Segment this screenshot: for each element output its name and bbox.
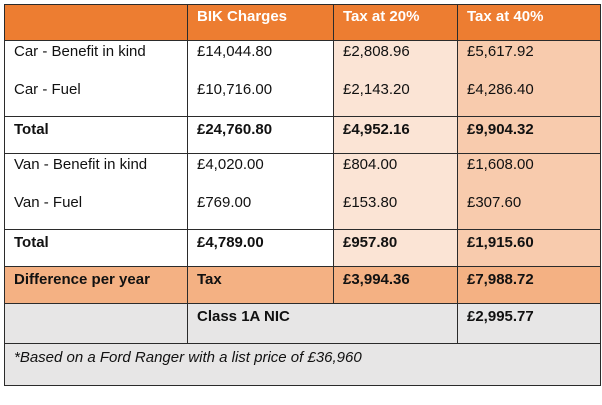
car-fuel-charge: £10,716.00 xyxy=(197,81,273,98)
difference-label: Difference per year xyxy=(5,267,188,304)
difference-tax20: £3,994.36 xyxy=(334,267,458,304)
car-fuel-tax20: £2,143.20 xyxy=(343,81,410,98)
car-bik-values xyxy=(188,41,334,117)
nic-label: Class 1A NIC xyxy=(188,304,458,344)
car-total-tax20: £4,952.16 xyxy=(334,117,458,154)
nic-blank xyxy=(5,304,188,344)
van-total-tax40: £1,915.60 xyxy=(458,230,601,267)
car-tax20-values xyxy=(334,41,458,117)
car-fuel-tax40: £4,286.40 xyxy=(467,81,534,98)
difference-sublabel: Tax xyxy=(188,267,334,304)
van-total-bik: £4,789.00 xyxy=(188,230,334,267)
nic-value: £2,995.77 xyxy=(458,304,601,344)
bik-comparison-table xyxy=(4,4,601,386)
car-total-row xyxy=(5,117,601,154)
nic-row xyxy=(5,304,601,344)
difference-row xyxy=(5,267,601,304)
header-bik-charges: BIK Charges xyxy=(188,5,334,41)
van-fuel-charge: £769.00 xyxy=(197,194,252,211)
car-rows xyxy=(5,41,601,117)
van-bik-charge: £4,020.00 xyxy=(197,156,264,173)
van-total-tax20: £957.80 xyxy=(334,230,458,267)
header-row xyxy=(5,5,601,41)
van-fuel-label: Van - Fuel xyxy=(14,194,83,211)
difference-tax40: £7,988.72 xyxy=(458,267,601,304)
car-total-bik: £24,760.80 xyxy=(188,117,334,154)
van-bik-label: Van - Benefit in kind xyxy=(14,156,148,173)
van-tax40-values xyxy=(458,154,601,230)
van-tax20-values xyxy=(334,154,458,230)
car-bik-charge: £14,044.80 xyxy=(197,43,273,60)
van-bik-tax40: £1,608.00 xyxy=(467,156,534,173)
van-fuel-tax40: £307.60 xyxy=(467,194,522,211)
van-rows xyxy=(5,154,601,230)
car-bik-tax40: £5,617.92 xyxy=(467,43,534,60)
car-tax40-values xyxy=(458,41,601,117)
van-labels xyxy=(5,154,188,230)
car-bik-label: Car - Benefit in kind xyxy=(14,43,146,60)
car-total-label: Total xyxy=(5,117,188,154)
van-total-label: Total xyxy=(5,230,188,267)
header-blank xyxy=(5,5,188,41)
van-total-row xyxy=(5,230,601,267)
van-bik-values xyxy=(188,154,334,230)
footnote-row xyxy=(5,344,601,386)
header-tax-40: Tax at 40% xyxy=(458,5,601,41)
footnote: *Based on a Ford Ranger with a list price of £36,960 xyxy=(5,344,601,386)
car-labels xyxy=(5,41,188,117)
car-bik-tax20: £2,808.96 xyxy=(343,43,410,60)
van-bik-tax20: £804.00 xyxy=(343,156,398,173)
header-tax-20: Tax at 20% xyxy=(334,5,458,41)
van-fuel-tax20: £153.80 xyxy=(343,194,398,211)
car-total-tax40: £9,904.32 xyxy=(458,117,601,154)
car-fuel-label: Car - Fuel xyxy=(14,81,81,98)
